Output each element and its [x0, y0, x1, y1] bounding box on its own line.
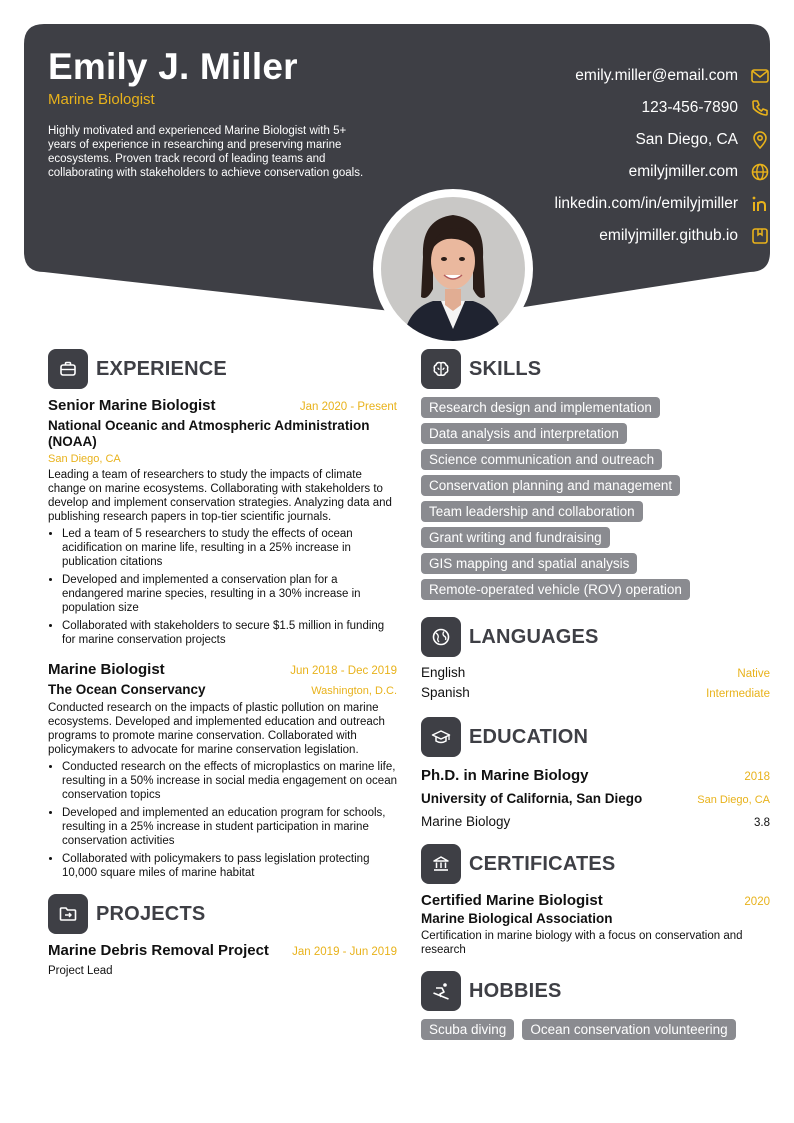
profile-summary: Highly motivated and experienced Marine Biologist with 5+ years of experience in researching and preserving marine ecosystems. Proven track record of leading teams and collaborating with stakeholders to achieve conservation goals.	[48, 125, 364, 179]
skill-tag: GIS mapping and spatial analysis	[421, 553, 637, 574]
project-name: Marine Debris Removal Project	[48, 942, 269, 959]
contact-website-text[interactable]: emilyjmiller.com	[628, 163, 738, 180]
hobby-tag: Ocean conservation volunteering	[522, 1019, 735, 1040]
right-column	[421, 349, 770, 1045]
degree: Ph.D. in Marine Biology	[421, 767, 589, 784]
certificate-item	[421, 892, 770, 957]
achievement-list	[48, 527, 397, 647]
achievement-item: • Collaborated with policymakers to pass legislation protecting 10,000 square miles of marine habitat	[62, 852, 397, 880]
briefcase-icon	[48, 349, 88, 389]
contact-email-text[interactable]: emily.miller@email.com	[575, 67, 738, 84]
skills-section-header	[421, 349, 770, 389]
candidate-name: Emily J. Miller	[48, 46, 298, 87]
achievement-item: • Developed and implemented an education program for schools, resulting in a 25% increase in student participation in marine conservation activities	[62, 806, 397, 848]
achievement-item: • Led a team of 5 researchers to study the effects of ocean acidification on marine life, resulting in a 25% increase in publication citations	[62, 527, 397, 569]
projects-section-header	[48, 894, 397, 934]
institution-location: San Diego, CA	[697, 794, 770, 806]
hobbies-title: HOBBIES	[469, 979, 562, 1002]
phone-icon	[750, 98, 770, 118]
contact-phone[interactable]	[555, 92, 770, 124]
bookmark-icon	[750, 226, 770, 246]
institution-icon	[421, 844, 461, 884]
project-item	[48, 942, 397, 977]
skill-tag: Grant writing and fundraising	[421, 527, 610, 548]
contact-phone-text[interactable]: 123-456-7890	[641, 99, 738, 116]
project-role: Project Lead	[48, 965, 113, 977]
mail-icon	[750, 66, 770, 86]
job-location: San Diego, CA	[48, 453, 121, 465]
location-pin-icon	[750, 130, 770, 150]
job-description: Conducted research on the impacts of plastic pollution on marine ecosystems. Developed and implemented education and outreach programs to promote marine conservation. Collaborated with policymakers to advocate for marine conservation legislation.	[48, 702, 385, 756]
achievement-item: • Developed and implemented a conservation plan for a endangered marine species, resulting in a 30% increase in population size	[62, 573, 397, 615]
language-item	[421, 665, 770, 685]
achievement-item: • Collaborated with stakeholders to secure $1.5 million in funding for marine conservation projects	[62, 619, 397, 647]
skiing-icon	[421, 971, 461, 1011]
contact-location-text: San Diego, CA	[635, 131, 738, 148]
employer: The Ocean Conservancy	[48, 682, 206, 697]
languages-section-header	[421, 617, 770, 657]
graduation-cap-icon	[421, 717, 461, 757]
hobby-tag: Scuba diving	[421, 1019, 514, 1040]
experience-section-header	[48, 349, 397, 389]
achievement-item: • Conducted research on the effects of microplastics on marine life, resulting in a 50% increase in social media engagement on ocean conservation topics	[62, 760, 397, 802]
language-item	[421, 685, 770, 705]
folder-icon	[48, 894, 88, 934]
certificate-name: Certified Marine Biologist	[421, 892, 603, 909]
job-title: Senior Marine Biologist	[48, 397, 216, 414]
hobbies-list	[421, 1019, 770, 1045]
project-dates: Jan 2019 - Jun 2019	[292, 946, 397, 958]
contact-portfolio[interactable]	[555, 220, 770, 252]
skills-list	[421, 397, 770, 605]
languages-list	[421, 665, 770, 705]
language-name: English	[421, 665, 466, 680]
skill-tag: Conservation planning and management	[421, 475, 680, 496]
globe-icon	[750, 162, 770, 182]
hobbies-section-header	[421, 971, 770, 1011]
left-column	[48, 349, 397, 977]
contact-email[interactable]	[555, 60, 770, 92]
achievement-list	[48, 760, 397, 880]
contact-linkedin[interactable]	[555, 188, 770, 220]
job-dates: Jun 2018 - Dec 2019	[290, 665, 397, 677]
contact-location	[555, 124, 770, 156]
projects-title: PROJECTS	[96, 902, 206, 925]
profile-photo	[381, 197, 525, 341]
brain-icon	[421, 349, 461, 389]
contact-linkedin-text[interactable]: linkedin.com/in/emilyjmiller	[554, 195, 738, 212]
certificate-description: Certification in marine biology with a focus on conservation and research	[421, 930, 743, 956]
skill-tag: Research design and implementation	[421, 397, 660, 418]
contact-website[interactable]	[555, 156, 770, 188]
field-of-study: Marine Biology	[421, 814, 511, 829]
skills-title: SKILLS	[469, 357, 542, 380]
skill-tag: Remote-operated vehicle (ROV) operation	[421, 579, 690, 600]
linkedin-icon	[750, 194, 770, 214]
experience-item	[48, 661, 397, 880]
graduation-year: 2018	[744, 771, 770, 783]
contact-portfolio-text[interactable]: emilyjmiller.github.io	[599, 227, 738, 244]
education-item	[421, 765, 770, 834]
experience-title: EXPERIENCE	[96, 357, 227, 380]
gpa: 3.8	[754, 817, 770, 829]
job-description: Leading a team of researchers to study the impacts of climate change on marine ecosystems. Collaborating with stakeholders to develop and implement conservation strategies. Analyzing data and publishing research papers in top-tier scientific journals.	[48, 469, 392, 523]
certificate-issuer: Marine Biological Association	[421, 911, 613, 926]
skill-tag: Team leadership and collaboration	[421, 501, 643, 522]
employer: National Oceanic and Atmospheric Administration (NOAA)	[48, 418, 370, 449]
certificate-year: 2020	[744, 896, 770, 908]
languages-title: LANGUAGES	[469, 625, 599, 648]
job-location: Washington, D.C.	[311, 685, 397, 697]
job-dates: Jan 2020 - Present	[299, 401, 397, 413]
institution: University of California, San Diego	[421, 791, 643, 806]
language-name: Spanish	[421, 685, 470, 700]
language-level: Native	[737, 668, 770, 680]
skill-tag: Science communication and outreach	[421, 449, 662, 470]
contact-list	[555, 60, 770, 252]
experience-item	[48, 397, 397, 647]
language-level: Intermediate	[706, 688, 770, 700]
education-section-header	[421, 717, 770, 757]
globe-grid-icon	[421, 617, 461, 657]
job-title: Marine Biologist	[48, 661, 165, 678]
education-title: EDUCATION	[469, 725, 589, 748]
certificates-title: CERTIFICATES	[469, 852, 616, 875]
job-role: Marine Biologist	[48, 91, 155, 108]
skill-tag: Data analysis and interpretation	[421, 423, 627, 444]
certificates-section-header	[421, 844, 770, 884]
